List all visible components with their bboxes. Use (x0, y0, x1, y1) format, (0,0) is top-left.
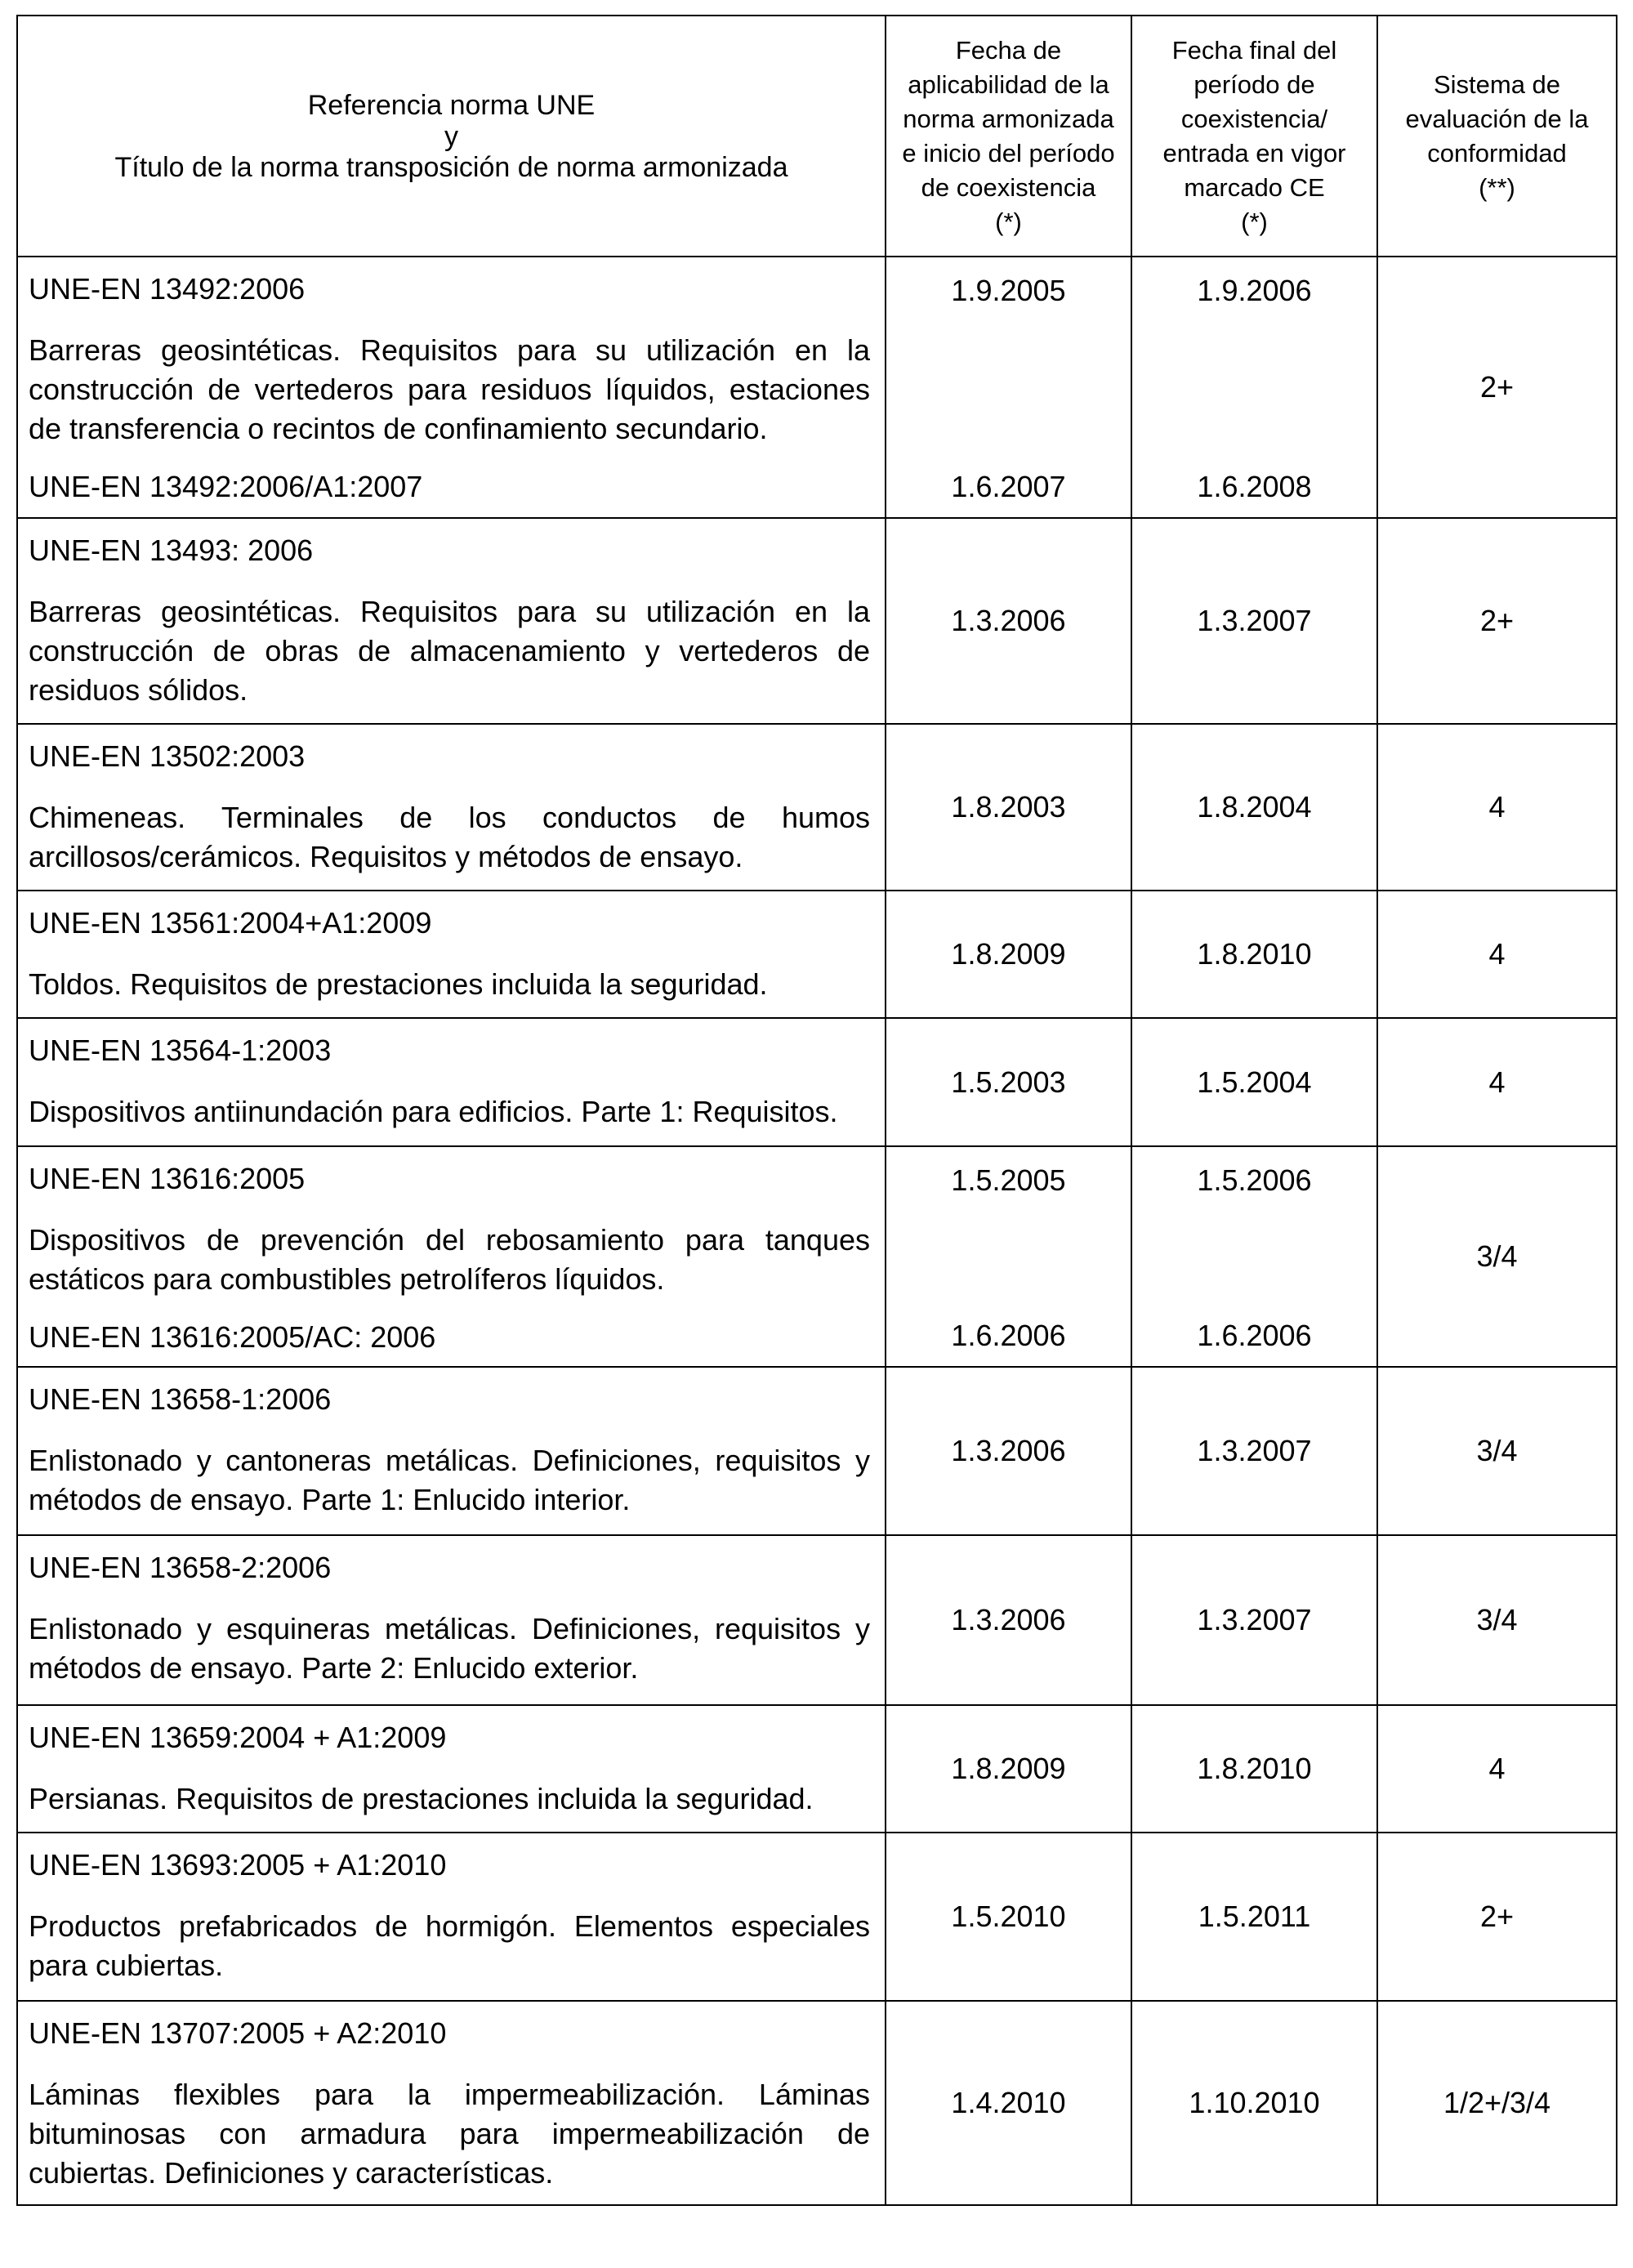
coexistence-end-cell (1131, 257, 1377, 518)
standard-reference: UNE-EN 13493: 2006 (29, 534, 314, 567)
header-line: Fecha de (955, 35, 1062, 65)
header-line: (**) (1479, 172, 1515, 202)
conformity-system: 2+ (1377, 257, 1617, 518)
table-row (17, 1705, 1617, 1833)
standard-reference: UNE-EN 13659:2004 + A1:2009 (29, 1721, 447, 1754)
standard-title: Dispositivos antiinundación para edificios. Parte 1: Requisitos. (29, 1095, 838, 1128)
standard-cell (17, 724, 886, 891)
coexistence-end-date: 1.8.2010 (1131, 891, 1377, 1018)
standard-cell (17, 1535, 886, 1705)
standard-title: Dispositivos de prevención del rebosamiento para tanques estáticos para combustibles petrolíferos líquidos. (29, 1223, 870, 1296)
table-row (17, 1833, 1617, 2001)
applicability-date-cell (886, 1146, 1131, 1367)
header-line: y (444, 120, 458, 152)
header-line: norma armonizada (903, 104, 1114, 133)
applicability-date: 1.8.2009 (886, 891, 1131, 1018)
applicability-date: 1.3.2006 (886, 1535, 1131, 1705)
header-line: entrada en vigor (1162, 138, 1346, 167)
conformity-system: 1/2+/3/4 (1377, 2001, 1617, 2205)
header-applicability-date (886, 16, 1131, 257)
conformity-system: 4 (1377, 1018, 1617, 1146)
standard-title: Barreras geosintéticas. Requisitos para su utilización en la construcción de vertederos para residuos líquidos, estaciones de transferencia o recintos de confinamiento secundario. (29, 333, 870, 445)
standard-title: Chimeneas. Terminales de los conductos de humos arcillosos/cerámicos. Requisitos y métodos de ensayo. (29, 801, 870, 873)
table-row (17, 1018, 1617, 1146)
standard-cell (17, 518, 886, 724)
header-conformity-system (1377, 16, 1617, 257)
conformity-system: 2+ (1377, 1833, 1617, 2001)
conformity-system: 4 (1377, 891, 1617, 1018)
amendment-reference: UNE-EN 13492:2006/A1:2007 (29, 470, 423, 503)
standard-cell (17, 1705, 886, 1833)
coexistence-end-date: 1.5.2011 (1131, 1833, 1377, 2001)
coexistence-end-date: 1.8.2004 (1131, 724, 1377, 891)
applicability-date: 1.5.2005 (951, 1163, 1066, 1197)
applicability-date-cell (886, 257, 1131, 518)
header-line: (*) (1241, 207, 1268, 236)
table-row (17, 2001, 1617, 2205)
header-line: Referencia norma UNE (307, 89, 596, 121)
coexistence-end-date: 1.5.2006 (1197, 1163, 1312, 1197)
table-row (17, 1535, 1617, 1705)
standard-reference: UNE-EN 13561:2004+A1:2009 (29, 906, 432, 940)
standard-cell (17, 1367, 886, 1535)
conformity-system: 3/4 (1377, 1146, 1617, 1367)
table-row (17, 257, 1617, 518)
header-line: conformidad (1427, 138, 1567, 167)
coexistence-end-date: 1.3.2007 (1131, 518, 1377, 724)
standard-title: Barreras geosintéticas. Requisitos para su utilización en la construcción de obras de almacenamiento y vertederos de residuos sólidos. (29, 595, 870, 707)
standard-title: Láminas flexibles para la impermeabilización. Láminas bituminosas con armadura para impermeabilización de cubiertas. Definiciones y características. (29, 2078, 870, 2190)
standard-cell (17, 1146, 886, 1367)
applicability-date: 1.3.2006 (886, 1367, 1131, 1535)
header-coexistence-end-date (1131, 16, 1377, 257)
standard-cell (17, 891, 886, 1018)
header-line: período de (1194, 69, 1315, 99)
standard-cell (17, 1018, 886, 1146)
header-line: evaluación de la (1405, 104, 1589, 133)
standard-title: Enlistonado y esquineras metálicas. Definiciones, requisitos y métodos de ensayo. Parte 2: Enlucido exterior. (29, 1612, 870, 1685)
amendment-coexistence-end-date: 1.6.2008 (1197, 470, 1312, 503)
standard-reference: UNE-EN 13658-2:2006 (29, 1551, 332, 1584)
applicability-date: 1.9.2005 (951, 274, 1066, 307)
header-line: coexistencia/ (1180, 104, 1328, 133)
applicability-date: 1.3.2006 (886, 518, 1131, 724)
standard-reference: UNE-EN 13693:2005 + A1:2010 (29, 1848, 447, 1882)
conformity-system: 2+ (1377, 518, 1617, 724)
standard-title: Persianas. Requisitos de prestaciones incluida la seguridad. (29, 1782, 814, 1815)
table-row (17, 724, 1617, 891)
table-row (17, 1146, 1617, 1367)
standards-table (16, 15, 1617, 2206)
header-row (17, 16, 1617, 257)
conformity-system: 3/4 (1377, 1535, 1617, 1705)
standard-cell (17, 1833, 886, 2001)
standard-title: Toldos. Requisitos de prestaciones incluida la seguridad. (29, 967, 768, 1001)
standard-cell (17, 2001, 886, 2205)
conformity-system: 3/4 (1377, 1367, 1617, 1535)
standard-title: Productos prefabricados de hormigón. Elementos especiales para cubiertas. (29, 1909, 870, 1982)
corrigendum-applicability-date: 1.6.2006 (951, 1319, 1066, 1352)
table-row (17, 518, 1617, 724)
coexistence-end-date: 1.3.2007 (1131, 1535, 1377, 1705)
header-line: marcado CE (1184, 172, 1325, 202)
coexistence-end-cell (1131, 1146, 1377, 1367)
standard-reference: UNE-EN 13492:2006 (29, 272, 306, 306)
standard-reference: UNE-EN 13502:2003 (29, 739, 306, 773)
standard-reference: UNE-EN 13616:2005 (29, 1162, 306, 1195)
coexistence-end-date: 1.5.2004 (1131, 1018, 1377, 1146)
standard-reference: UNE-EN 13564-1:2003 (29, 1034, 332, 1067)
applicability-date: 1.5.2003 (886, 1018, 1131, 1146)
coexistence-end-date: 1.9.2006 (1197, 274, 1312, 307)
header-line: aplicabilidad de la (908, 69, 1109, 99)
corrigendum-coexistence-end-date: 1.6.2006 (1197, 1319, 1312, 1352)
header-line: Fecha final del (1171, 35, 1337, 65)
applicability-date: 1.5.2010 (886, 1833, 1131, 2001)
header-reference-title (17, 16, 886, 257)
applicability-date: 1.8.2009 (886, 1705, 1131, 1833)
coexistence-end-date: 1.3.2007 (1131, 1367, 1377, 1535)
amendment-applicability-date: 1.6.2007 (951, 470, 1066, 503)
table-row (17, 1367, 1617, 1535)
corrigendum-reference: UNE-EN 13616:2005/AC: 2006 (29, 1320, 436, 1354)
applicability-date: 1.4.2010 (886, 2001, 1131, 2205)
table-row (17, 891, 1617, 1018)
standard-title: Enlistonado y cantoneras metálicas. Definiciones, requisitos y métodos de ensayo. Parte 1: Enlucido interior. (29, 1444, 870, 1516)
coexistence-end-date: 1.10.2010 (1131, 2001, 1377, 2205)
conformity-system: 4 (1377, 724, 1617, 891)
header-line: (*) (995, 207, 1022, 236)
standard-cell (17, 257, 886, 518)
conformity-system: 4 (1377, 1705, 1617, 1833)
standard-reference: UNE-EN 13707:2005 + A2:2010 (29, 2016, 447, 2050)
applicability-date: 1.8.2003 (886, 724, 1131, 891)
header-line: Título de la norma transposición de norma armonizada (114, 151, 788, 183)
header-line: e inicio del período (902, 138, 1115, 167)
header-line: Sistema de (1433, 69, 1561, 99)
standard-reference: UNE-EN 13658-1:2006 (29, 1382, 332, 1416)
header-line: de coexistencia (921, 172, 1096, 202)
coexistence-end-date: 1.8.2010 (1131, 1705, 1377, 1833)
